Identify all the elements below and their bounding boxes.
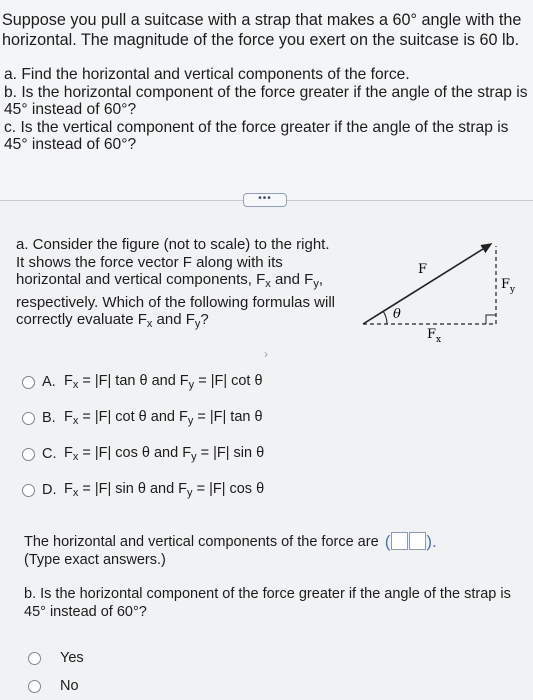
theta-label: θ — [393, 307, 401, 322]
figure-description — [16, 236, 356, 334]
problem-statement: Suppose you pull a suitcase with a strap that makes a 60° angle with the horizontal. The magnitude of the force you exert on the suitcase is 60 lb. — [2, 11, 522, 49]
formula-options — [22, 364, 352, 508]
figure-text-line: It shows the force vector F along with its — [16, 253, 283, 271]
expand-more-button[interactable]: ••• — [243, 193, 287, 207]
option-b[interactable]: B. $F_x = |F|$ cot θ and $F_y = |F|$ tan θ — [22, 400, 352, 436]
option-formula: $F_x = |F|$ sin θ and $F_y = |F|$ cos θ — [64, 481, 265, 499]
vertical-answer-input[interactable] — [409, 532, 426, 550]
figure-text-line: respectively. Which of the following formulas will — [16, 293, 336, 311]
force-vector-figure — [353, 236, 533, 356]
figure-text-line: a. Consider the figure (not to scale) to the right. — [16, 236, 330, 253]
option-yes[interactable]: Yes — [28, 644, 84, 672]
answer-note: (Type exact answers.) — [24, 552, 166, 568]
force-label: F — [418, 262, 428, 277]
radio-button[interactable] — [22, 376, 35, 389]
figure-text-line: correctly evaluate $F_x$ and $F_y$? — [16, 311, 209, 330]
radio-button[interactable] — [28, 652, 41, 665]
problem-part-c: c. Is the vertical component of the force greater if the angle of the strap is 45° instead of 60°? — [4, 118, 509, 153]
option-no[interactable]: No — [28, 672, 84, 700]
problem-header — [0, 0, 533, 200]
option-d[interactable]: D. $F_x = |F|$ sin θ and $F_y = |F|$ cos θ — [22, 472, 352, 508]
angle-arc — [383, 311, 387, 324]
answer-input-group: ( ). — [384, 532, 437, 551]
fx-label: $F_x$ — [427, 327, 442, 345]
part-b-question: b. Is the horizontal component of the force greater if the angle of the strap is 45° instead of 60°? — [24, 586, 511, 620]
radio-button[interactable] — [22, 412, 35, 425]
option-formula: $F_x = |F|$ cot θ and $F_y = |F|$ tan θ — [64, 409, 263, 427]
radio-button[interactable] — [22, 448, 35, 461]
horizontal-answer-input[interactable] — [391, 532, 408, 550]
option-a[interactable]: A. $F_x = |F|$ tan θ and $F_y = |F|$ cot θ — [22, 364, 352, 400]
force-vector-line — [363, 244, 491, 324]
option-formula: $F_x = |F|$ cos θ and $F_y = |F|$ sin θ — [64, 445, 265, 463]
mouse-cursor-icon: › — [264, 347, 268, 361]
right-angle-mark — [486, 315, 496, 324]
answer-prompt: The horizontal and vertical components of the force are ( ). — [24, 532, 437, 551]
figure-text-line: horizontal and vertical components, $F_x$ and $F_y$, — [16, 271, 323, 290]
option-formula: $F_x = |F|$ tan θ and $F_y = |F|$ cot θ — [64, 373, 263, 391]
radio-button[interactable] — [22, 484, 35, 497]
problem-parts — [4, 66, 530, 154]
radio-button[interactable] — [28, 680, 41, 693]
fy-label: $F_y$ — [501, 277, 516, 295]
option-c[interactable]: C. $F_x = |F|$ cos θ and $F_y = |F|$ sin θ — [22, 436, 352, 472]
yes-no-options — [28, 644, 84, 700]
problem-part-a: a. Find the horizontal and vertical components of the force. — [4, 66, 410, 83]
problem-part-b: b. Is the horizontal component of the force greater if the angle of the strap is 45° instead of 60°? — [4, 83, 528, 118]
